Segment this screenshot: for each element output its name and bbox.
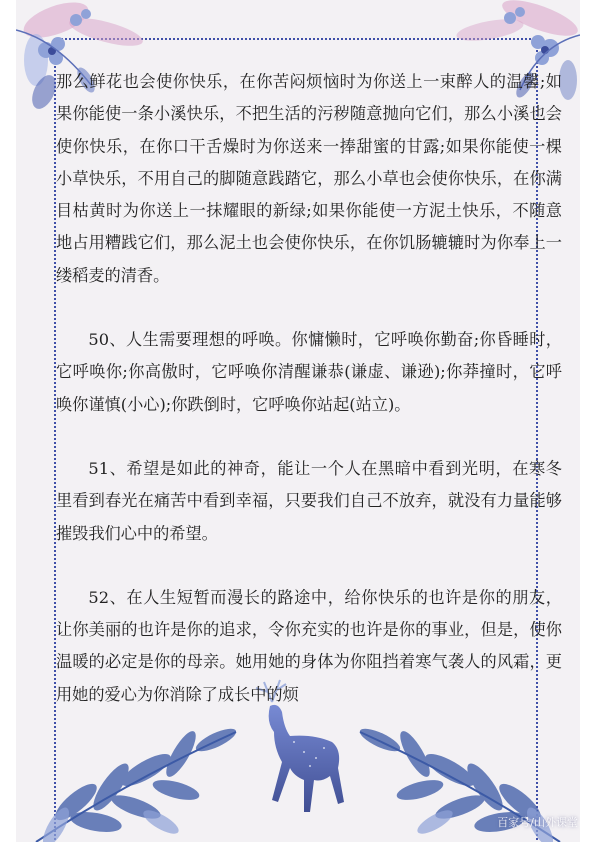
paragraph-52: 52、在人生短暂而漫长的路途中，给你快乐的也许是你的朋友，让你美丽的也许是你的追求，令你充实的也许是你的事业，但是，使你温暖的必定是你的母亲。她用她的身体为你阻挡着寒气袭人的风霜，更用她的爱心为你消除了成长中的烦 bbox=[56, 587, 562, 704]
paragraph-51: 51、希望是如此的神奇，能让一个人在黑暗中看到光明，在寒冬里看到春光在痛苦中看到幸福，只要我们自己不放弃，就没有力量能够摧毁我们心中的希望。 bbox=[56, 458, 562, 543]
watermark: 百家号/山外课堂 bbox=[497, 816, 578, 829]
paragraph-continuation: 那么鲜花也会使你快乐，在你苦闷烦恼时为你送上一束醉人的温馨;如果你能使一条小溪快乐，不把生活的污秽随意抛向它们，那么小溪也会使你快乐，在你口干舌燥时为你送来一捧甜蜜的甘露;如果你能使一棵小草快乐，不用自己的脚随意践踏它，那么小草也会使你快乐，在你满目枯黄时为你送上一抹耀眼的新绿;如果你能使一方泥土快乐，不随意地占用糟践它们，那么泥土也会使你快乐，在你饥肠辘辘时为你奉上一缕稻麦的清香。 bbox=[56, 72, 562, 285]
document-page bbox=[16, 0, 580, 842]
paragraph-50: 50、人生需要理想的呼唤。你慵懒时，它呼唤你勤奋;你昏睡时，它呼唤你;你高傲时，它呼唤你清醒谦恭(谦虚、谦逊);你莽撞时，它呼唤你谨慎(小心);你跌倒时，它呼唤你站起(站立)。 bbox=[56, 330, 562, 414]
article-body bbox=[56, 66, 562, 743]
